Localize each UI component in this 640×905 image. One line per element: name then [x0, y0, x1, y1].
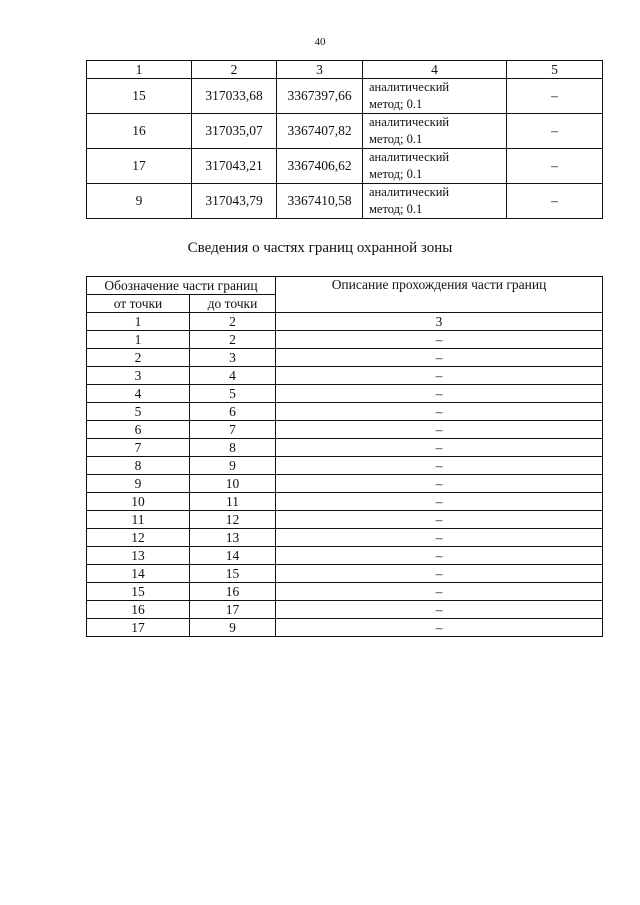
boundary-description: –	[276, 493, 603, 511]
from-point: 11	[87, 511, 190, 529]
header-boundary-designation: Обозначение части границ	[87, 277, 276, 295]
boundary-description: –	[276, 367, 603, 385]
from-point: 2	[87, 349, 190, 367]
to-point: 9	[190, 619, 276, 637]
boundary-description: –	[276, 529, 603, 547]
to-point: 16	[190, 583, 276, 601]
column-number-4: 4	[363, 61, 507, 79]
to-point: 8	[190, 439, 276, 457]
note-cell: –	[507, 184, 603, 219]
to-point: 3	[190, 349, 276, 367]
table-row	[87, 367, 603, 385]
table-header-row	[87, 61, 603, 79]
boundary-description: –	[276, 457, 603, 475]
boundary-description: –	[276, 421, 603, 439]
to-point: 14	[190, 547, 276, 565]
from-point: 17	[87, 619, 190, 637]
from-point: 5	[87, 403, 190, 421]
coordinate-y: 3367406,62	[277, 149, 363, 184]
from-point: 6	[87, 421, 190, 439]
note-cell: –	[507, 114, 603, 149]
method-accuracy: метод; 0.1	[369, 202, 423, 216]
from-point: 15	[87, 583, 190, 601]
coordinate-x: 317043,21	[192, 149, 277, 184]
table-row	[87, 349, 603, 367]
table-row	[87, 403, 603, 421]
boundary-description: –	[276, 403, 603, 421]
column-number-2: 2	[192, 61, 277, 79]
from-point: 1	[87, 331, 190, 349]
method-cell	[363, 184, 507, 219]
table-row	[87, 619, 603, 637]
to-point: 9	[190, 457, 276, 475]
table-row	[87, 583, 603, 601]
boundary-description: –	[276, 475, 603, 493]
table-row	[87, 565, 603, 583]
page-number: 40	[314, 36, 326, 48]
to-point: 2	[190, 331, 276, 349]
to-point: 7	[190, 421, 276, 439]
table-row	[87, 547, 603, 565]
boundary-description: –	[276, 439, 603, 457]
boundary-parts-table	[86, 276, 603, 637]
table-row	[87, 457, 603, 475]
table-row	[87, 385, 603, 403]
point-id: 17	[87, 149, 192, 184]
header-to-point: до точки	[190, 295, 276, 313]
method-text: аналитический	[369, 115, 450, 129]
note-cell: –	[507, 79, 603, 114]
method-text: аналитический	[369, 80, 450, 94]
from-point: 14	[87, 565, 190, 583]
method-cell	[363, 114, 507, 149]
from-point: 10	[87, 493, 190, 511]
boundary-description: –	[276, 511, 603, 529]
coordinates-table	[86, 60, 603, 219]
column-number-3: 3	[276, 313, 603, 331]
coordinate-x: 317043,79	[192, 184, 277, 219]
boundary-description: –	[276, 385, 603, 403]
to-point: 13	[190, 529, 276, 547]
table-row	[87, 331, 603, 349]
point-id: 9	[87, 184, 192, 219]
boundary-description: –	[276, 349, 603, 367]
boundary-description: –	[276, 601, 603, 619]
point-id: 16	[87, 114, 192, 149]
point-id: 15	[87, 79, 192, 114]
column-number-1: 1	[87, 61, 192, 79]
boundary-description: –	[276, 547, 603, 565]
column-number-3: 3	[277, 61, 363, 79]
method-accuracy: метод; 0.1	[369, 97, 423, 111]
to-point: 17	[190, 601, 276, 619]
to-point: 10	[190, 475, 276, 493]
coordinate-x: 317035,07	[192, 114, 277, 149]
table-row	[87, 511, 603, 529]
table-row	[87, 421, 603, 439]
table-header-row	[87, 277, 603, 295]
method-accuracy: метод; 0.1	[369, 167, 423, 181]
from-point: 9	[87, 475, 190, 493]
boundary-description: –	[276, 331, 603, 349]
from-point: 4	[87, 385, 190, 403]
boundary-description: –	[276, 619, 603, 637]
table-row	[87, 601, 603, 619]
boundary-description: –	[276, 565, 603, 583]
table-row	[87, 79, 603, 114]
from-point: 3	[87, 367, 190, 385]
coordinate-x: 317033,68	[192, 79, 277, 114]
method-accuracy: метод; 0.1	[369, 132, 423, 146]
header-from-point: от точки	[87, 295, 190, 313]
from-point: 7	[87, 439, 190, 457]
to-point: 12	[190, 511, 276, 529]
boundary-description: –	[276, 583, 603, 601]
method-cell	[363, 149, 507, 184]
table-row	[87, 529, 603, 547]
to-point: 11	[190, 493, 276, 511]
table-row	[87, 439, 603, 457]
method-text: аналитический	[369, 185, 450, 199]
coordinate-y: 3367410,58	[277, 184, 363, 219]
from-point: 13	[87, 547, 190, 565]
to-point: 4	[190, 367, 276, 385]
column-number-1: 1	[87, 313, 190, 331]
table-row	[87, 149, 603, 184]
method-cell	[363, 79, 507, 114]
table-row	[87, 114, 603, 149]
table-row	[87, 184, 603, 219]
to-point: 15	[190, 565, 276, 583]
column-number-row	[87, 313, 603, 331]
to-point: 5	[190, 385, 276, 403]
to-point: 6	[190, 403, 276, 421]
coordinate-y: 3367397,66	[277, 79, 363, 114]
column-number-5: 5	[507, 61, 603, 79]
note-cell: –	[507, 149, 603, 184]
header-boundary-description: Описание прохождения части границ	[276, 277, 603, 313]
coordinate-y: 3367407,82	[277, 114, 363, 149]
from-point: 12	[87, 529, 190, 547]
from-point: 16	[87, 601, 190, 619]
from-point: 8	[87, 457, 190, 475]
table-row	[87, 475, 603, 493]
column-number-2: 2	[190, 313, 276, 331]
section-title: Сведения о частях границ охранной зоны	[187, 240, 453, 256]
method-text: аналитический	[369, 150, 450, 164]
table-row	[87, 493, 603, 511]
